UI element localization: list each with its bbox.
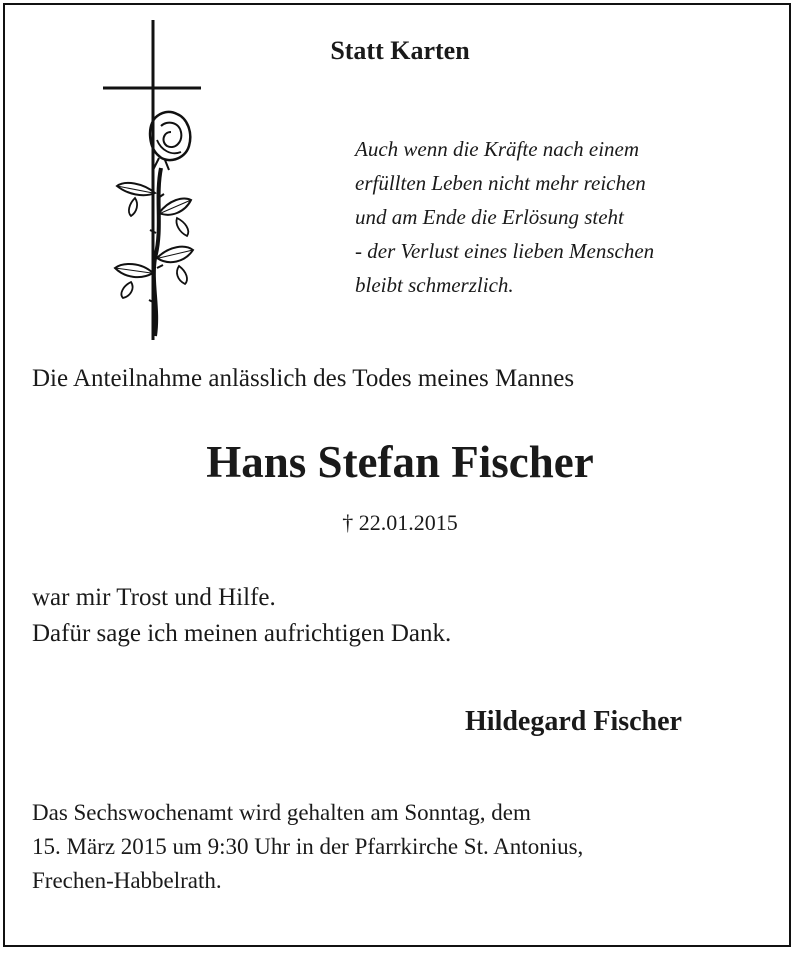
signature: Hildegard Fischer <box>465 706 682 737</box>
poem-line: bleibt schmerzlich. <box>355 273 514 297</box>
service-line: Das Sechswochenamt wird gehalten am Sonntag, dem <box>32 800 531 825</box>
thanks-text <box>32 580 451 652</box>
poem-line: erfüllten Leben nicht mehr reichen <box>355 171 646 195</box>
service-line: 15. März 2015 um 9:30 Uhr in der Pfarrkirche St. Antonius, <box>32 834 584 859</box>
poem <box>355 132 654 302</box>
intro-text: Die Anteilnahme anlässlich des Todes meines Mannes <box>32 365 575 392</box>
deceased-name: Hans Stefan Fischer <box>206 437 594 487</box>
poem-line: - der Verlust eines lieben Menschen <box>355 239 655 263</box>
cross-with-rose-icon <box>95 18 215 344</box>
death-date: † 22.01.2015 <box>342 510 458 535</box>
page-title: Statt Karten <box>330 36 470 65</box>
service-line: Frechen-Habbelrath. <box>32 868 222 893</box>
thanks-line: war mir Trost und Hilfe. <box>32 584 276 611</box>
poem-line: und am Ende die Erlösung steht <box>355 205 624 229</box>
service-info <box>32 796 583 898</box>
thanks-line: Dafür sage ich meinen aufrichtigen Dank. <box>32 620 452 647</box>
poem-line: Auch wenn die Kräfte nach einem <box>355 137 640 161</box>
